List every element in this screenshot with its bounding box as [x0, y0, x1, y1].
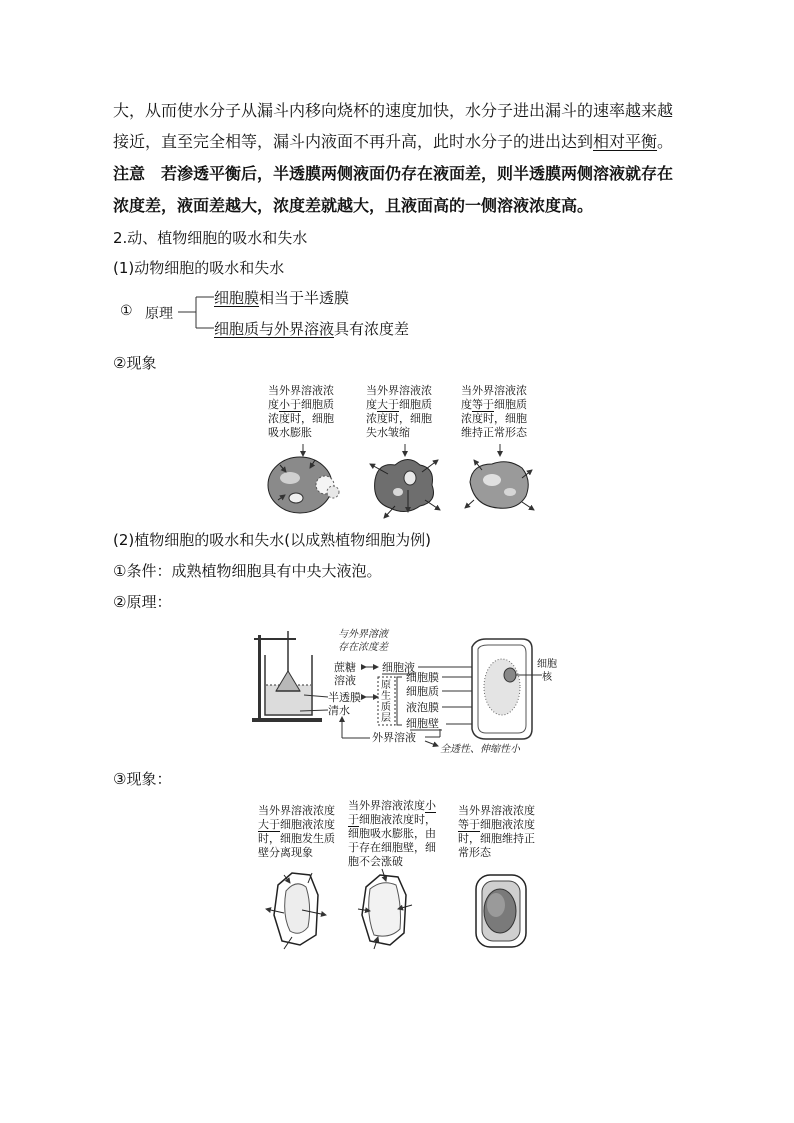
turgid-cell-icon: [358, 869, 412, 949]
caption-line: 时，细胞维持正: [458, 832, 535, 845]
caption-line: 当外界溶液浓: [461, 384, 527, 397]
plant-caption-3: [458, 804, 535, 860]
plasmolysis-cell-icon: [266, 873, 326, 949]
term-cytoplasm-outside: 细胞质与外界溶液: [214, 320, 335, 338]
caption-keyword: 等于: [472, 398, 494, 411]
label-cell-wall: 细胞壁: [406, 717, 439, 730]
plant-condition: ①条件：成熟植物细胞具有中央大液泡。: [113, 562, 382, 580]
caption-line: 浓度时，细胞: [461, 412, 527, 425]
caption-line: 细胞吸水膨胀，由: [348, 827, 436, 840]
caption-line: 于存在细胞壁，细: [348, 841, 436, 854]
label-sucrose-1: 蔗糖: [334, 661, 356, 674]
animal-caption-1: [268, 384, 334, 440]
animal-caption-3: [461, 384, 527, 440]
label-protoplast-2: 生: [381, 691, 391, 702]
caption-line: [461, 398, 527, 412]
principle-item-2: [214, 318, 409, 339]
label-tonoplast: 液泡膜: [406, 701, 439, 714]
caption-line: 常形态: [458, 846, 491, 859]
caption-line: [258, 818, 335, 832]
caption-keyword: 小: [425, 799, 436, 812]
plant-caption-1: [258, 804, 335, 860]
paragraph-line-2: [113, 131, 673, 153]
animal-subtitle: (1)动物细胞的吸水和失水: [113, 259, 285, 277]
label-semipermeable: 半透膜: [328, 691, 361, 704]
osmosis-diagram: [250, 625, 560, 760]
caption-line: [268, 398, 334, 412]
caption-line: [348, 799, 436, 813]
label-outside-solution: 外界溶液: [372, 731, 416, 744]
plant-phenomenon-label: ③现象：: [113, 770, 172, 788]
label-cell-sap: 细胞液: [382, 661, 415, 674]
caption-line: 当外界溶液浓: [268, 384, 334, 397]
caption-line: 当外界溶液浓: [366, 384, 432, 397]
principle-item-1: [214, 287, 349, 308]
caption-keyword: 等于: [458, 818, 480, 831]
note-concentration-diff-line-2: 存在浓度差: [338, 642, 388, 653]
caption-text: 细胞质: [494, 398, 527, 411]
caption-line: [348, 813, 436, 827]
caption-line: 维持正常形态: [461, 426, 527, 439]
caption-line: 当外界溶液浓度: [458, 804, 535, 817]
note-concentration-diff-line-1: 与外界溶液: [338, 629, 388, 640]
note-line-1: 注意 若渗透平衡后，半透膜两侧液面仍存在液面差，则半透膜两侧溶液就存在: [113, 164, 674, 183]
plant-principle-label: ②原理：: [113, 593, 172, 611]
caption-line: 壁分离现象: [258, 846, 313, 859]
term-cell-membrane: 细胞膜: [214, 289, 260, 307]
caption-text: 度: [366, 398, 377, 411]
caption-line: 浓度时，细胞: [268, 412, 334, 425]
principle-label: 原理: [145, 306, 173, 322]
caption-text: 度: [268, 398, 279, 411]
caption-line: 失水皱缩: [366, 426, 410, 439]
plant-cell-icon: [472, 639, 542, 739]
caption-text: 当外界溶液浓度: [348, 799, 425, 812]
label-nucleus-1: 细胞: [537, 659, 557, 670]
paragraph-line-2-end: 。: [657, 132, 674, 151]
swelling-cell-icon: [268, 444, 339, 513]
label-cell-membrane: 细胞膜: [406, 671, 439, 684]
label-protoplast-4: 层: [381, 713, 391, 724]
label-protoplast-3: 质: [381, 702, 391, 713]
animal-cells-illustration: [260, 440, 560, 520]
plant-subtitle: (2)植物细胞的吸水和失水(以成熟植物细胞为例): [113, 531, 431, 549]
caption-text: 细胞液浓度: [480, 818, 535, 831]
normal-plant-cell-icon: [476, 875, 526, 947]
principle-number: ①: [120, 303, 133, 319]
section-title: 2.动、植物细胞的吸水和失水: [113, 229, 308, 247]
term-relative-equilibrium: 相对平衡: [593, 132, 658, 151]
caption-text: 细胞液浓度: [280, 818, 335, 831]
label-sucrose-2: 溶液: [334, 674, 356, 687]
label-water: 清水: [328, 704, 350, 717]
label-nucleus-2: 核: [542, 672, 552, 683]
note-line-2: 浓度差，液面差越大，浓度差就越大，且液面高的一侧溶液浓度高。: [113, 196, 594, 215]
caption-keyword: 小于: [279, 398, 301, 411]
label-cytoplasm: 细胞质: [406, 685, 439, 698]
caption-line: 当外界溶液浓度: [258, 804, 335, 817]
caption-line: 吸水膨胀: [268, 426, 312, 439]
caption-keyword: 大于: [377, 398, 399, 411]
animal-caption-2: [366, 384, 432, 440]
principle-item-1-rest: 相当于半透膜: [259, 289, 350, 307]
caption-text: 细胞质: [399, 398, 432, 411]
paragraph-line-1: 大，从而使水分子从漏斗内移向烧杯的速度加快，水分子进出漏斗的速率越来越: [113, 101, 674, 120]
label-protoplast-1: 原: [381, 680, 391, 691]
caption-keyword: 大于: [258, 818, 280, 831]
apparatus-icon: [252, 631, 322, 722]
plant-caption-2: [348, 799, 436, 869]
caption-line: 浓度时，细胞: [366, 412, 432, 425]
paragraph-line-2-text: 接近，直至完全相等，漏斗内液面不再升高，此时水分子的进出达到: [113, 132, 594, 151]
note-fully-permeable: 全透性、伸缩性小: [440, 744, 520, 755]
caption-line: [366, 398, 432, 412]
principle-brace: [178, 290, 218, 336]
shrinking-cell-icon: [370, 444, 440, 518]
caption-line: [458, 818, 535, 832]
animal-phenomenon-label: ②现象: [113, 354, 157, 372]
normal-cell-icon: [465, 444, 534, 510]
caption-line: 胞不会涨破: [348, 855, 403, 868]
caption-text: 度: [461, 398, 472, 411]
caption-text: 细胞质: [301, 398, 334, 411]
plant-cells-illustration: [262, 865, 542, 950]
principle-item-2-rest: 具有浓度差: [334, 320, 410, 338]
caption-text: 细胞液浓度时，: [359, 813, 436, 826]
caption-keyword: 于: [348, 813, 359, 826]
caption-line: 时，细胞发生质: [258, 832, 335, 845]
